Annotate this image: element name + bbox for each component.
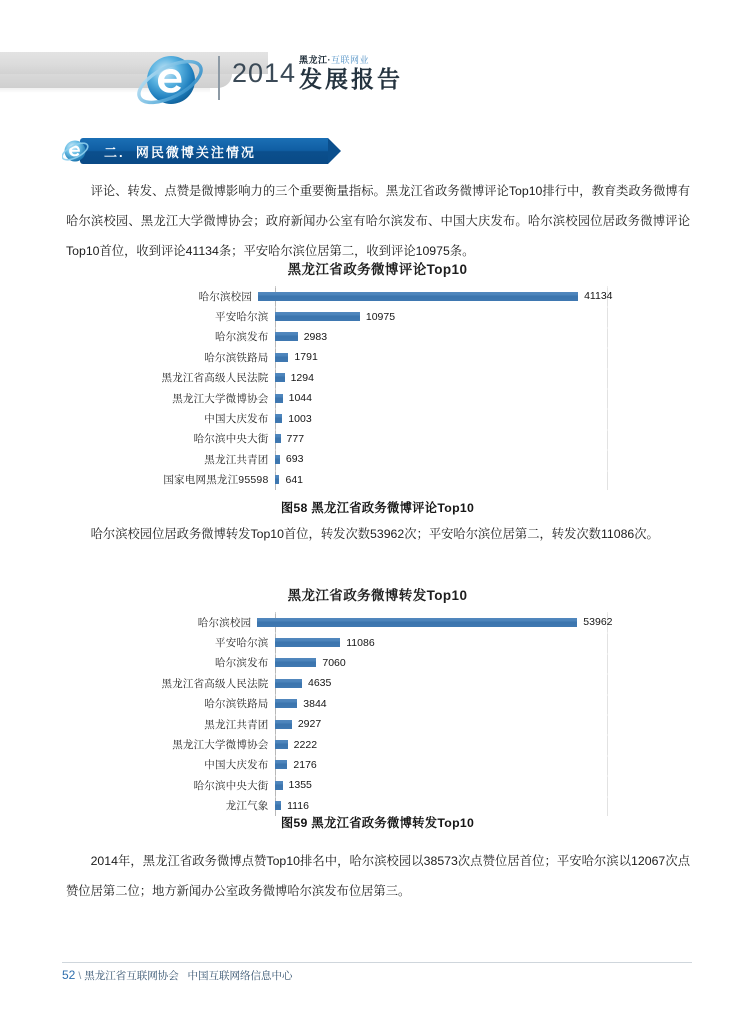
footer-divider <box>62 962 692 963</box>
chart-bar <box>275 455 280 464</box>
chart-bar-track <box>275 470 613 490</box>
chart-bar-row <box>143 673 613 693</box>
chart-value-label: 2927 <box>297 718 322 731</box>
section-title: 网民微博关注情况 <box>135 145 256 160</box>
page-number: 52 <box>62 968 76 982</box>
chart-bar <box>275 679 302 688</box>
chart-bar-highlight <box>257 612 612 614</box>
chart-category-label: 哈尔滨校园 <box>198 290 253 303</box>
chart-bar-row <box>143 694 613 714</box>
chart-bar-highlight <box>275 734 613 736</box>
chart-bar-highlight <box>275 755 613 757</box>
chart-bar-track <box>275 347 613 367</box>
chart-category-label: 哈尔滨发布 <box>215 331 269 344</box>
chart-category-label: 黑龙江共青团 <box>204 718 269 731</box>
chart-plot-area <box>143 612 613 816</box>
chart-bar-highlight <box>275 429 613 431</box>
chart-category-label: 中国大庆发布 <box>204 759 269 772</box>
chart-plot-area <box>143 286 613 490</box>
header-subtitle-region: 黑龙江 <box>299 55 328 65</box>
paragraph-1: 评论、转发、点赞是微博影响力的三个重要衡量指标。黑龙江省政务微博评论Top10排行中，教育类政务微博有哈尔滨校园、黑龙江大学微博协会；政府新闻办公室有哈尔滨发布、中国大庆发布。哈尔滨校园位居政务微博评论Top10首位，收到评论41134条；平安哈尔滨位居第二，收到评论10975条。 <box>66 184 690 258</box>
header-title-block <box>299 55 459 92</box>
chart-bar-row <box>143 470 613 490</box>
chart-bar-row <box>143 632 613 652</box>
chart-value-label: 2176 <box>293 758 317 771</box>
chart-category-label: 哈尔滨中央大街 <box>193 433 269 446</box>
chart-value-label: 1294 <box>290 371 314 384</box>
chart-bar <box>275 658 317 667</box>
chart-bar-track <box>275 388 613 408</box>
chart-bar <box>257 618 577 627</box>
chart-category-label: 哈尔滨中央大街 <box>193 779 269 792</box>
chart-bar-track <box>275 755 613 775</box>
footer-separator: \ <box>78 970 82 982</box>
chart-bar <box>275 312 360 321</box>
chart-bar-row <box>143 408 613 428</box>
figure-58-caption: 图58 黑龙江省政务微博评论Top10 <box>280 501 475 515</box>
page-footer <box>62 968 293 983</box>
paragraph-3: 2014年，黑龙江省政务微博点赞Top10排名中，哈尔滨校园以38573次点赞位居首位；平安哈尔滨以12067次点赞位居第二位；地方新闻办公室政务微博哈尔滨发布位居第三。 <box>66 854 690 898</box>
chart-bar-track <box>275 449 613 469</box>
chart-rows <box>143 286 613 490</box>
chart-repost-top10 <box>0 584 755 816</box>
chart-bar-highlight <box>275 368 613 370</box>
chart-bar-track <box>275 653 613 673</box>
chart-bar-row <box>143 388 613 408</box>
chart-bar-row <box>143 449 613 469</box>
chart-value-label: 641 <box>285 473 304 486</box>
chart-bar-highlight <box>275 632 613 634</box>
section-banner-text <box>104 142 256 161</box>
chart-category-label: 黑龙江大学微博协会 <box>172 392 269 405</box>
chart-bar-row <box>143 653 613 673</box>
chart-bar-row <box>143 775 613 795</box>
chart-bar-track <box>258 286 612 306</box>
chart-value-label: 1003 <box>288 412 312 425</box>
chart-bar <box>275 740 288 749</box>
chart-bar <box>258 292 578 301</box>
chart-bar <box>275 781 283 790</box>
chart-bar-track <box>275 368 613 388</box>
chart-bar-highlight <box>275 796 613 798</box>
chart-rows <box>143 612 613 816</box>
chart-category-label: 国家电网黑龙江95598 <box>163 474 269 487</box>
chart-value-label: 4635 <box>307 677 332 690</box>
chart-category-label: 哈尔滨铁路局 <box>204 351 269 364</box>
chart-bar-row <box>143 755 613 775</box>
internet-explorer-logo <box>134 46 206 118</box>
header-subtitle-industry: 互联网业 <box>331 55 370 65</box>
header-main-title: 发展报告 <box>299 66 403 92</box>
chart-bar-row <box>143 368 613 388</box>
chart-bar-track <box>275 306 613 326</box>
chart-category-label: 黑龙江大学微博协会 <box>172 739 269 752</box>
chart-bar-highlight <box>275 673 613 675</box>
chart-bar-highlight <box>275 775 613 777</box>
paragraph-2: 哈尔滨校园位居政务微博转发Top10首位，转发次数53962次；平安哈尔滨位居第二，转发次数11086次。 <box>90 527 659 541</box>
chart-bar-highlight <box>275 694 613 696</box>
chart-bar-row <box>143 714 613 734</box>
chart-bar <box>275 434 281 443</box>
chart-bar-highlight <box>275 388 613 390</box>
chart-category-label: 哈尔滨校园 <box>197 616 252 629</box>
chart-bar <box>275 353 289 362</box>
chart-title: 黑龙江省政务微博转发Top10 <box>287 588 468 603</box>
chart-bar-row <box>143 306 613 326</box>
chart-value-label: 1355 <box>288 779 312 792</box>
chart-bar-highlight <box>275 306 613 308</box>
chart-bar-row <box>143 286 613 306</box>
chart-value-label: 10975 <box>365 310 396 323</box>
chart-title: 黑龙江省政务微博评论Top10 <box>287 262 468 277</box>
chart-category-label: 黑龙江省高级人民法院 <box>161 372 269 385</box>
chart-bar-highlight <box>258 286 612 288</box>
chart-bar-track <box>275 694 613 714</box>
chart-category-label: 中国大庆发布 <box>204 413 269 426</box>
chart-bar <box>275 373 285 382</box>
chart-comment-top10 <box>0 258 755 490</box>
chart-bar <box>275 332 298 341</box>
internet-explorer-badge-icon <box>62 138 90 164</box>
figure-59-caption: 图59 黑龙江省政务微博转发Top10 <box>280 816 475 830</box>
chart-value-label: 777 <box>286 432 305 445</box>
header-divider <box>218 56 220 100</box>
section-number: 二. <box>104 145 125 160</box>
chart-value-label: 1791 <box>294 351 318 364</box>
chart-value-label: 1116 <box>287 799 309 812</box>
chart-bar <box>275 801 282 810</box>
chart-bar <box>275 760 288 769</box>
chart-bar-row <box>143 734 613 754</box>
footer-org-1: 黑龙江省互联网协会 <box>84 970 179 982</box>
chart-bar-track <box>257 612 612 632</box>
chart-bar-highlight <box>275 714 613 716</box>
chart-bar-highlight <box>275 347 613 349</box>
chart-bar-track <box>275 327 613 347</box>
chart-bar-track <box>275 408 613 428</box>
chart-bar <box>275 475 280 484</box>
chart-bar-highlight <box>275 470 613 472</box>
chart-bar-row <box>143 327 613 347</box>
chart-category-label: 平安哈尔滨 <box>215 637 269 650</box>
chart-value-label: 41134 <box>584 290 613 303</box>
footer-org-2: 中国互联网络信息中心 <box>187 970 293 982</box>
chart-category-label: 黑龙江省高级人民法院 <box>161 677 269 690</box>
chart-bar-highlight <box>275 408 613 410</box>
chart-bar-track <box>275 775 613 795</box>
chart-bar <box>275 720 292 729</box>
chart-value-label: 2222 <box>293 738 318 751</box>
chart-bar <box>275 394 283 403</box>
chart-value-label: 7060 <box>322 656 346 669</box>
chart-bar-track <box>275 632 613 652</box>
chart-bar-row <box>143 347 613 367</box>
chart-value-label: 53962 <box>583 616 613 629</box>
chart-bar-highlight <box>275 653 613 655</box>
chart-bar-highlight <box>275 449 613 451</box>
chart-value-label: 2983 <box>303 330 328 343</box>
chart-bar-track <box>275 714 613 734</box>
chart-bar <box>275 414 283 423</box>
page-header <box>0 0 755 128</box>
chart-bar <box>275 638 341 647</box>
chart-bar-track <box>275 734 613 754</box>
chart-bar-track <box>275 673 613 693</box>
header-year: 2014 <box>232 58 297 88</box>
chart-category-label: 哈尔滨铁路局 <box>204 698 269 711</box>
header-subtitle <box>299 55 459 66</box>
chart-category-label: 龙江气象 <box>225 800 269 813</box>
chart-value-label: 693 <box>285 453 304 466</box>
chart-value-label: 3844 <box>303 697 327 710</box>
chart-category-label: 黑龙江共青团 <box>204 453 269 466</box>
chart-bar-row <box>143 612 613 632</box>
chart-category-label: 平安哈尔滨 <box>215 311 269 324</box>
chart-bar <box>275 699 298 708</box>
chart-value-label: 11086 <box>346 636 375 649</box>
chart-bar-row <box>143 429 613 449</box>
header-subtitle-dot: · <box>327 55 332 65</box>
chart-bar-highlight <box>275 327 613 329</box>
chart-value-label: 1044 <box>288 392 312 405</box>
chart-bar-track <box>275 429 613 449</box>
chart-category-label: 哈尔滨发布 <box>215 657 269 670</box>
